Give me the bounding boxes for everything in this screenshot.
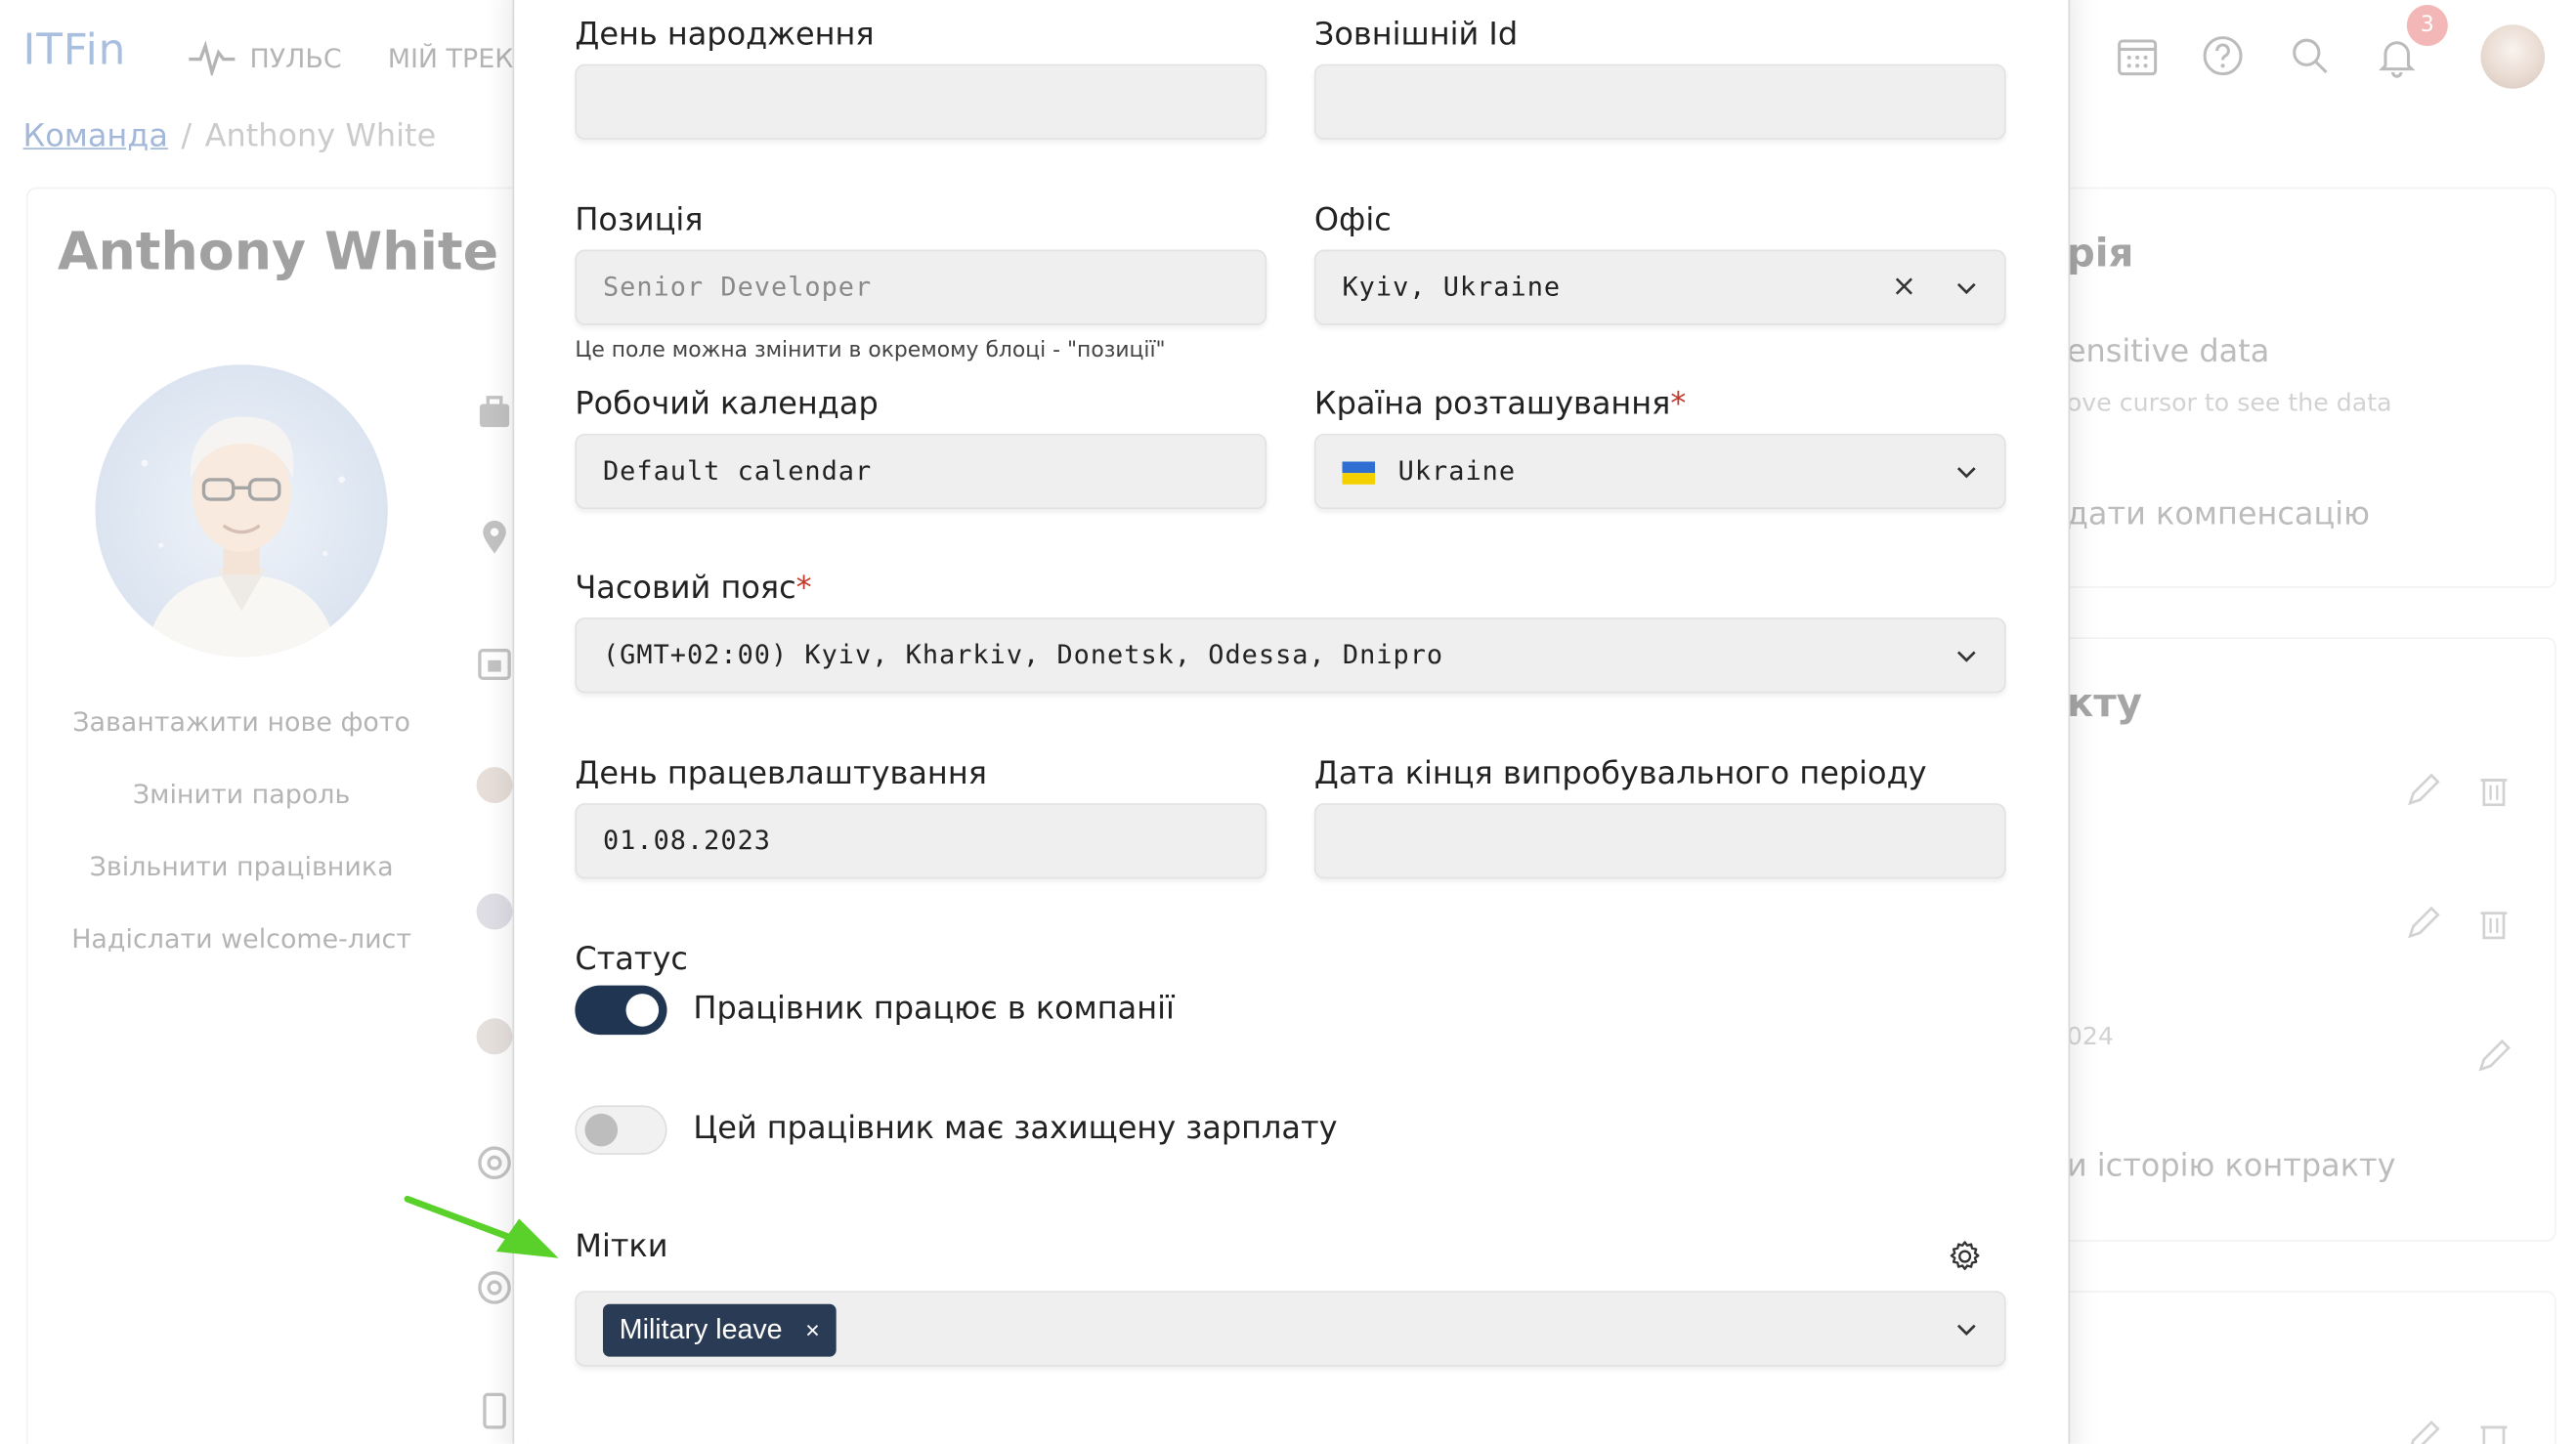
position-value: Senior Developer: [602, 271, 873, 303]
timezone-label-text: Часовий пояс: [575, 570, 796, 607]
ukraine-flag-icon: [1342, 461, 1375, 485]
edit-employee-modal: [513, 0, 2071, 1444]
arrow-annotation-icon: [405, 1196, 562, 1261]
gear-icon[interactable]: [1947, 1239, 1983, 1275]
clear-icon[interactable]: ×: [1891, 269, 1917, 305]
protected-salary-toggle[interactable]: [575, 1105, 666, 1154]
status-toggle[interactable]: [575, 986, 666, 1035]
position-field: [575, 250, 1267, 325]
timezone-value: (GMT+02:00) Kyiv, Kharkiv, Donetsk, Odessa, Dnipro: [602, 638, 1444, 670]
probation-end-label: Дата кінця випробувального періоду: [1313, 755, 1927, 792]
work-calendar-label: Робочий календар: [575, 386, 879, 423]
tag-chip: [603, 1304, 837, 1357]
employment-date-label: День працевлаштування: [575, 755, 987, 792]
required-marker: *: [1670, 386, 1687, 423]
toggle-knob: [584, 1114, 618, 1147]
timezone-label: [575, 570, 811, 606]
protected-salary-label: Цей працівник має захищену зарплату: [693, 1110, 1338, 1147]
status-label: Статус: [575, 941, 688, 978]
external-id-field[interactable]: [1314, 64, 2006, 140]
toggle-knob: [626, 994, 660, 1027]
position-hint: Це поле можна змінити в окремому блоці - "позиції": [575, 338, 1166, 363]
country-value: Ukraine: [1397, 454, 1517, 487]
remove-tag-icon[interactable]: ×: [805, 1316, 820, 1344]
timezone-select[interactable]: [575, 617, 2005, 693]
status-toggle-label: Працівник працює в компанії: [693, 990, 1175, 1027]
chevron-down-icon[interactable]: [1955, 460, 1979, 484]
chevron-down-icon[interactable]: [1955, 1317, 1979, 1340]
required-marker: *: [795, 570, 812, 607]
chevron-down-icon[interactable]: [1955, 276, 1979, 299]
birthday-label: День народження: [575, 16, 875, 53]
external-id-label: Зовнішній Id: [1313, 16, 1519, 53]
country-label: [1314, 386, 1686, 422]
work-calendar-value: Default calendar: [602, 454, 873, 487]
probation-end-field[interactable]: [1314, 803, 2006, 878]
country-label-text: Країна розташування: [1313, 386, 1671, 423]
office-select[interactable]: [1314, 250, 2006, 325]
office-label: Офіс: [1313, 201, 1392, 238]
work-calendar-select[interactable]: [575, 434, 1267, 509]
chevron-down-icon[interactable]: [1955, 644, 1979, 667]
tags-label: Мітки: [575, 1228, 668, 1265]
tags-select[interactable]: [575, 1291, 2005, 1366]
office-value: Kyiv, Ukraine: [1342, 271, 1562, 303]
employment-date-field[interactable]: [575, 803, 1267, 878]
tag-chip-label: Military leave: [619, 1313, 783, 1345]
employment-date-value: 01.08.2023: [602, 824, 771, 856]
birthday-field[interactable]: [575, 64, 1267, 140]
position-label: Позиція: [575, 201, 704, 238]
country-select[interactable]: [1314, 434, 2006, 509]
